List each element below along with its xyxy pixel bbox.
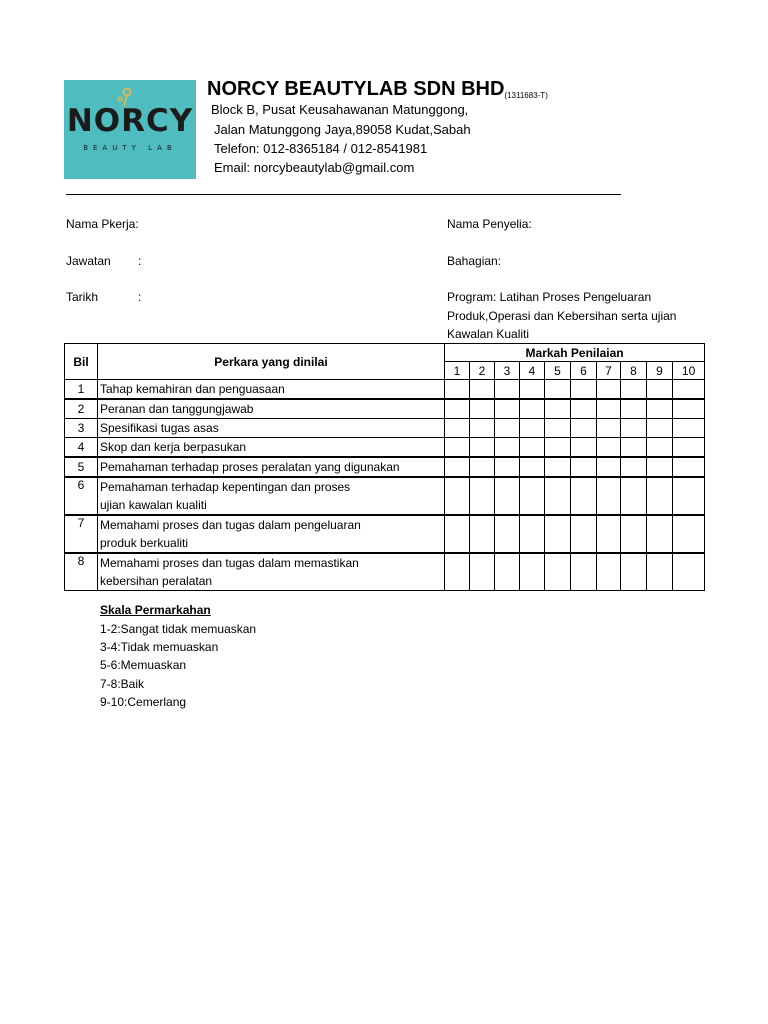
score-cell[interactable] <box>673 553 705 591</box>
score-cell[interactable] <box>495 380 520 400</box>
score-cell[interactable] <box>445 477 470 515</box>
score-cell[interactable] <box>545 399 571 419</box>
score-cell[interactable] <box>470 553 495 591</box>
row-criterion <box>98 553 445 591</box>
header-markah: Markah Penilaian <box>445 344 705 362</box>
score-cell[interactable] <box>647 399 673 419</box>
score-cell[interactable] <box>571 477 597 515</box>
score-cell[interactable] <box>673 380 705 400</box>
score-cell[interactable] <box>445 438 470 458</box>
score-cell[interactable] <box>673 438 705 458</box>
label-jawatan: Jawatan <box>66 254 111 268</box>
score-cell[interactable] <box>647 553 673 591</box>
score-cell[interactable] <box>470 438 495 458</box>
logo-wordmark: NORCY <box>66 103 194 139</box>
header-perkara: Perkara yang dinilai <box>98 344 445 380</box>
assessment-table <box>64 343 705 591</box>
score-cell[interactable] <box>495 553 520 591</box>
skala-item: 5-6:Memuaskan <box>100 658 187 672</box>
skala-item: 9-10:Cemerlang <box>100 695 187 709</box>
score-cell[interactable] <box>445 553 470 591</box>
label-bahagian: Bahagian: <box>447 254 502 268</box>
label-program-line-2: Produk,Operasi dan Kebersihan serta ujian <box>447 309 677 323</box>
row-criterion <box>98 380 445 400</box>
score-cell[interactable] <box>571 515 597 553</box>
score-cell[interactable] <box>597 515 621 553</box>
score-cell[interactable] <box>621 477 647 515</box>
table-row <box>65 457 705 477</box>
label-tarikh-colon: : <box>138 290 142 304</box>
score-cell[interactable] <box>495 419 520 438</box>
label-jawatan-colon: : <box>138 254 142 268</box>
score-cell[interactable] <box>545 457 571 477</box>
score-cell[interactable] <box>621 457 647 477</box>
score-cell[interactable] <box>673 399 705 419</box>
header-bil: Bil <box>65 344 98 380</box>
score-cell[interactable] <box>520 419 545 438</box>
score-header: 1 <box>445 362 470 380</box>
score-cell[interactable] <box>597 553 621 591</box>
score-cell[interactable] <box>545 477 571 515</box>
company-name-text: NORCY BEAUTYLAB SDN BHD <box>207 78 505 100</box>
score-cell[interactable] <box>597 380 621 400</box>
row-number: 8 <box>65 553 98 591</box>
score-cell[interactable] <box>545 419 571 438</box>
score-cell[interactable] <box>597 438 621 458</box>
score-cell[interactable] <box>520 477 545 515</box>
score-cell[interactable] <box>545 553 571 591</box>
criterion-line-1: Tahap kemahiran dan penguasaan <box>100 382 285 396</box>
company-logo <box>64 80 196 179</box>
score-cell[interactable] <box>647 438 673 458</box>
score-cell[interactable] <box>621 515 647 553</box>
score-cell[interactable] <box>520 515 545 553</box>
score-cell[interactable] <box>520 380 545 400</box>
score-cell[interactable] <box>673 477 705 515</box>
score-cell[interactable] <box>571 553 597 591</box>
score-header: 3 <box>495 362 520 380</box>
header-divider <box>66 194 621 195</box>
score-cell[interactable] <box>520 457 545 477</box>
label-program-line-1: Program: Latihan Proses Pengeluaran <box>447 290 652 304</box>
table-header-row <box>65 344 705 362</box>
email-line: Email: norcybeautylab@gmail.com <box>214 160 415 175</box>
criterion-line-1: Peranan dan tanggungjawab <box>100 402 254 416</box>
row-criterion <box>98 419 445 438</box>
score-header: 10 <box>673 362 705 380</box>
score-cell[interactable] <box>673 419 705 438</box>
score-cell[interactable] <box>571 438 597 458</box>
row-number: 5 <box>65 457 98 477</box>
score-cell[interactable] <box>647 477 673 515</box>
skala-title: Skala Permarkahan <box>100 603 211 617</box>
score-cell[interactable] <box>621 399 647 419</box>
skala-item: 3-4:Tidak memuaskan <box>100 640 219 654</box>
score-cell[interactable] <box>647 515 673 553</box>
score-cell[interactable] <box>470 380 495 400</box>
table-row <box>65 515 705 553</box>
row-criterion <box>98 438 445 458</box>
label-tarikh: Tarikh <box>66 290 99 304</box>
score-cell[interactable] <box>520 438 545 458</box>
phone-line: Telefon: 012-8365184 / 012-8541981 <box>214 141 428 156</box>
score-cell[interactable] <box>470 419 495 438</box>
score-cell[interactable] <box>495 477 520 515</box>
score-cell[interactable] <box>571 419 597 438</box>
score-cell[interactable] <box>445 457 470 477</box>
row-criterion <box>98 477 445 515</box>
score-header: 5 <box>545 362 571 380</box>
table-row <box>65 438 705 458</box>
row-criterion <box>98 457 445 477</box>
score-cell[interactable] <box>520 399 545 419</box>
table-row <box>65 477 705 515</box>
score-cell[interactable] <box>470 477 495 515</box>
score-cell[interactable] <box>470 399 495 419</box>
criterion-line-1: Memahami proses dan tugas dalam memastikan <box>100 556 359 570</box>
score-cell[interactable] <box>597 457 621 477</box>
score-cell[interactable] <box>495 515 520 553</box>
criterion-line-1: Memahami proses dan tugas dalam pengeluaran <box>100 518 361 532</box>
score-cell[interactable] <box>520 553 545 591</box>
score-cell[interactable] <box>597 399 621 419</box>
score-header: 2 <box>470 362 495 380</box>
criterion-line-1: Pemahaman terhadap kepentingan dan proses <box>100 480 351 494</box>
logo-subtitle: BEAUTY LAB <box>83 144 177 152</box>
score-cell[interactable] <box>621 553 647 591</box>
score-cell[interactable] <box>571 399 597 419</box>
score-cell[interactable] <box>445 399 470 419</box>
row-criterion <box>98 515 445 553</box>
score-cell[interactable] <box>621 438 647 458</box>
score-cell[interactable] <box>673 457 705 477</box>
criterion-line-2: ujian kawalan kualiti <box>100 498 207 512</box>
score-cell[interactable] <box>621 380 647 400</box>
row-number: 1 <box>65 380 98 400</box>
label-nama-penyelia: Nama Penyelia: <box>447 217 532 231</box>
address-line-1: Block B, Pusat Keusahawanan Matunggong, <box>211 102 469 117</box>
table-row <box>65 399 705 419</box>
score-cell[interactable] <box>597 477 621 515</box>
criterion-line-2: kebersihan peralatan <box>100 574 213 588</box>
table-body <box>65 380 705 591</box>
score-cell[interactable] <box>571 380 597 400</box>
score-cell[interactable] <box>647 457 673 477</box>
skala-item: 7-8:Baik <box>100 677 145 691</box>
score-cell[interactable] <box>495 438 520 458</box>
score-header: 9 <box>647 362 673 380</box>
criterion-line-1: Skop dan kerja berpasukan <box>100 440 247 454</box>
score-cell[interactable] <box>673 515 705 553</box>
table-row <box>65 380 705 400</box>
criterion-line-1: Pemahaman terhadap proses peralatan yang digunakan <box>100 460 400 474</box>
row-number: 4 <box>65 438 98 458</box>
score-cell[interactable] <box>495 457 520 477</box>
score-cell[interactable] <box>545 438 571 458</box>
address-line-2: Jalan Matunggong Jaya,89058 Kudat,Sabah <box>214 122 471 137</box>
score-cell[interactable] <box>445 380 470 400</box>
row-number: 6 <box>65 477 98 515</box>
criterion-line-2: produk berkualiti <box>100 536 189 550</box>
label-nama-pekerja: Nama Pkerja: <box>66 217 139 231</box>
score-cell[interactable] <box>445 419 470 438</box>
row-number: 7 <box>65 515 98 553</box>
row-criterion <box>98 399 445 419</box>
score-cell[interactable] <box>470 457 495 477</box>
label-program-line-3: Kawalan Kualiti <box>447 327 530 341</box>
table-row <box>65 419 705 438</box>
score-cell[interactable] <box>597 419 621 438</box>
score-cell[interactable] <box>445 515 470 553</box>
company-reg-number: (1311683-T) <box>504 91 548 100</box>
skala-item: 1-2:Sangat tidak memuaskan <box>100 622 257 636</box>
row-number: 3 <box>65 419 98 438</box>
score-cell[interactable] <box>621 419 647 438</box>
company-name <box>207 78 548 101</box>
score-cell[interactable] <box>470 515 495 553</box>
score-cell[interactable] <box>545 515 571 553</box>
score-header: 6 <box>571 362 597 380</box>
score-cell[interactable] <box>545 380 571 400</box>
row-number: 2 <box>65 399 98 419</box>
score-cell[interactable] <box>647 419 673 438</box>
score-cell[interactable] <box>647 380 673 400</box>
table-row <box>65 553 705 591</box>
score-cell[interactable] <box>571 457 597 477</box>
score-header: 8 <box>621 362 647 380</box>
score-cell[interactable] <box>495 399 520 419</box>
score-header: 7 <box>597 362 621 380</box>
score-header: 4 <box>520 362 545 380</box>
criterion-line-1: Spesifikasi tugas asas <box>100 421 219 435</box>
